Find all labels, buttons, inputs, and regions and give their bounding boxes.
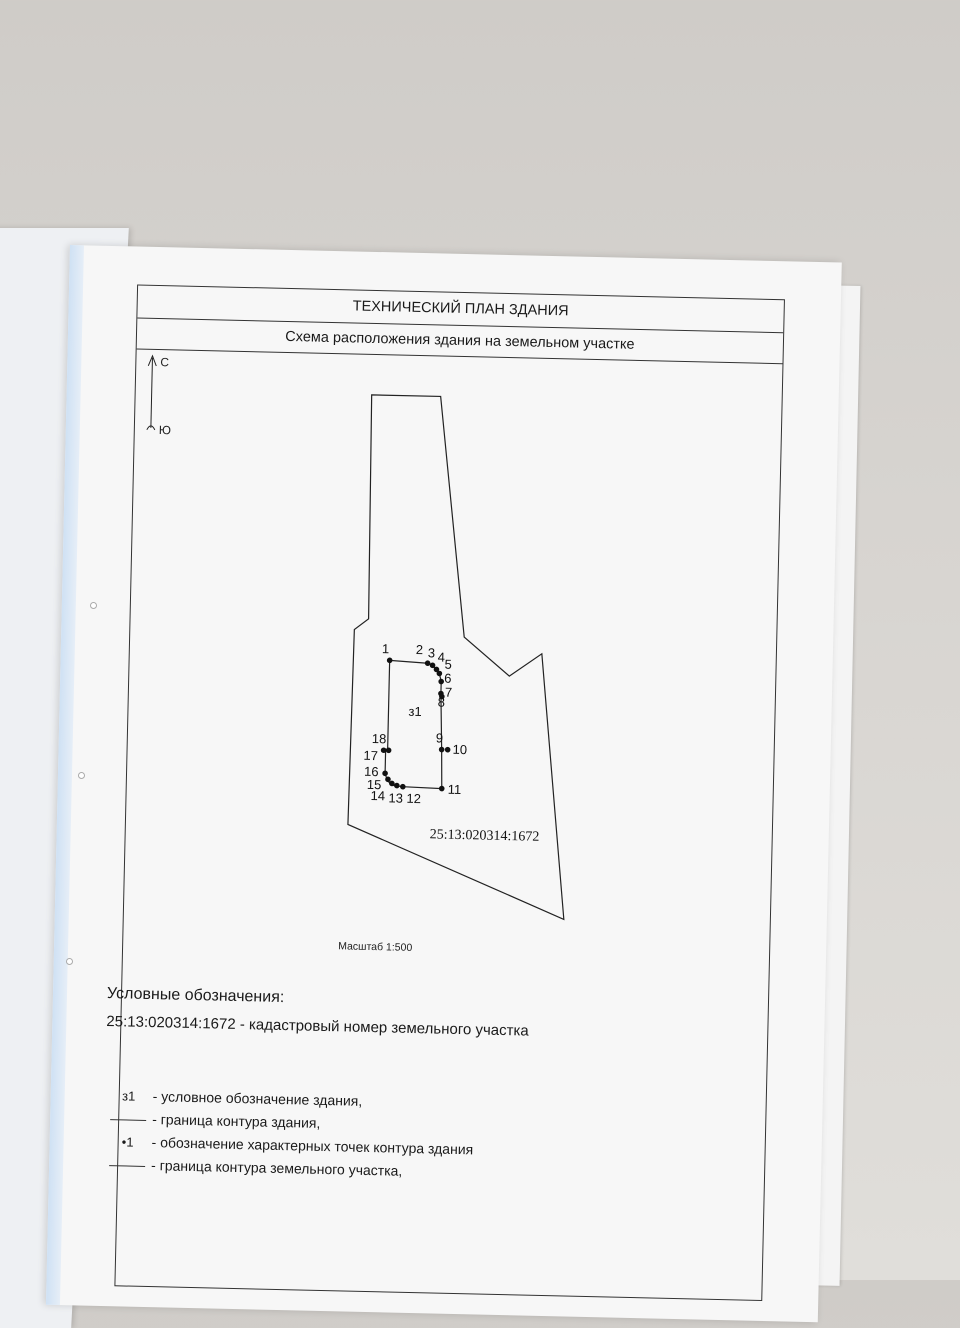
point-label: 18 (371, 730, 387, 747)
legend-symbol: •1 (121, 1134, 134, 1150)
site-plan (123, 350, 782, 945)
legend (103, 985, 727, 1190)
point-label: 12 (406, 790, 422, 807)
line-symbol-icon (103, 1153, 152, 1177)
point-label: 14 (370, 787, 386, 804)
point-label: 9 (435, 730, 444, 746)
compass-south: Ю (158, 423, 172, 438)
point-label: 16 (363, 763, 379, 780)
legend-title: Условные обозначения: (106, 985, 285, 1007)
point-label: 4 (437, 649, 446, 665)
drawing-frame (106, 285, 785, 1301)
building-contour (380, 657, 453, 791)
legend-items (103, 1084, 725, 1190)
legend-text: - граница контура земельного участка, (150, 1157, 403, 1179)
binding-stitch (78, 772, 85, 779)
point-label: 8 (437, 694, 446, 710)
page-title: ТЕХНИЧЕСКИЙ ПЛАН ЗДАНИЯ (137, 286, 784, 334)
legend-text: - условное обозначение здания, (152, 1088, 363, 1109)
point-label: 10 (452, 741, 468, 758)
point-label: 6 (444, 670, 452, 686)
binding-stitch (66, 958, 73, 965)
point-label: 5 (444, 656, 452, 672)
compass-arrow-icon (147, 356, 157, 430)
legend-text: - граница контура здания, (152, 1111, 321, 1131)
document-page (46, 245, 842, 1322)
legend-cadastral-line: 25:13:020314:1672 - кадастровый номер земельного участка (106, 1013, 529, 1040)
cadastral-number-label: 25:13:020314:1672 (429, 827, 540, 845)
building-label: з1 (408, 703, 422, 720)
point-label: 13 (388, 790, 404, 806)
legend-symbol: з1 (121, 1088, 136, 1104)
binding-stitch (90, 602, 97, 609)
point-label: 2 (415, 641, 424, 658)
scale-label: Масштаб 1:500 (338, 940, 413, 954)
page-subtitle: Схема расположения здания на земельном участке (137, 319, 784, 365)
point-label: 11 (447, 781, 462, 798)
point-label: 17 (363, 747, 379, 764)
point-label: 1 (381, 641, 390, 657)
line-symbol-icon (104, 1107, 153, 1131)
legend-text: - обозначение характерных точек контура здания (151, 1134, 474, 1158)
point-label: 15 (366, 776, 382, 793)
compass-north: С (160, 355, 170, 370)
point-label: 3 (427, 645, 436, 661)
point-label: 7 (444, 684, 453, 700)
